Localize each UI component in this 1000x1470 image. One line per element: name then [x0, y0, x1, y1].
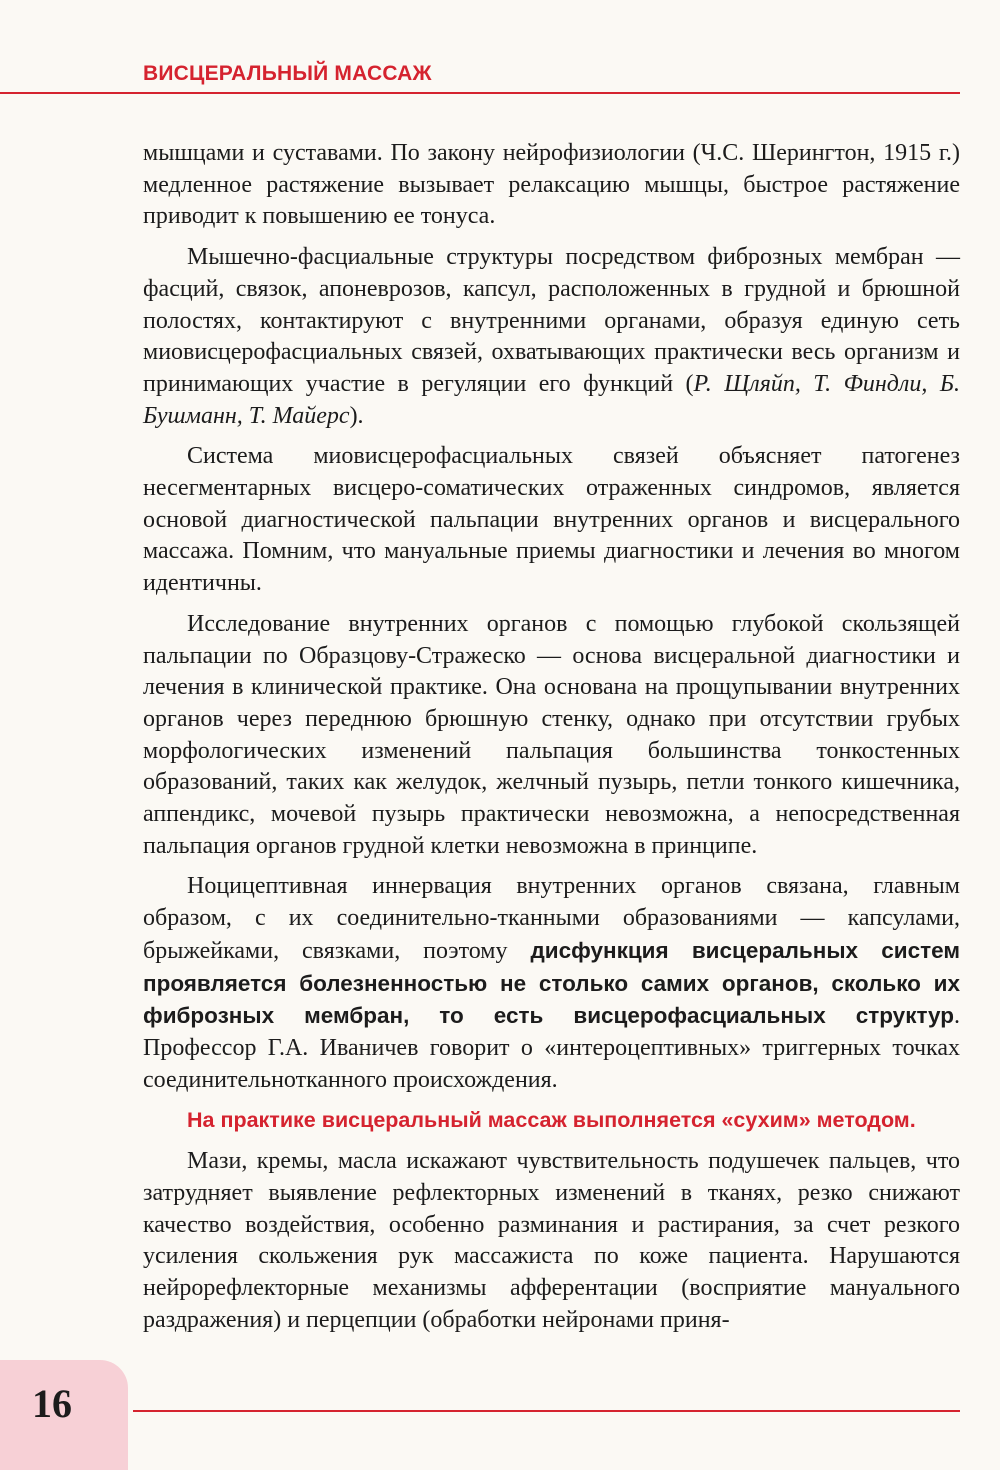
- paragraph-text: мышцами и суставами. По закону нейрофизиологии (Ч.С. Шерингтон, 1915 г.) медленное растяжение вызывает релаксацию мышцы, быстрое растяжение приводит к повышению ее тонуса.: [143, 140, 960, 230]
- citation-authors: Р. Щляйп, Т. Финдли, Б. Бушманн, Т. Майерс: [143, 370, 960, 429]
- paragraph-text: Исследование внутренних органов с помощью глубокой скользящей пальпации по Образцову-Стражеско — основа висцеральной диагностики и лечения в клинической практике. Она основана на прощупывании внутренних органов через переднюю брюшную стенку, однако при отсутствии грубых морфологических изменений пальпация большинства тонкостенных образований, таких как желудок, желчный пузырь, петли тонкого кишечника, аппендикс, мочевой пузырь практически невозможна, а непосредственная пальпация органов грудной клетки невозможна в принципе.: [143, 610, 960, 859]
- paragraph-myofascial: [143, 242, 960, 432]
- paragraph-ointments: [143, 1146, 960, 1336]
- paragraph-text: Ноцицептивная иннервация внутренних органов связана, главным образом, с их соединительно-тканными образованиями — капсулами, брыжейками, связками, поэтому: [143, 873, 960, 964]
- paragraph-continuation: [143, 138, 960, 233]
- page-number: 16: [32, 1381, 72, 1426]
- paragraph-research: [143, 609, 960, 863]
- paragraph-text-end: . Профессор Г.А. Иваничев говорит о «интероцептивных» триггерных точках соединительнотканного происхождения.: [143, 1003, 960, 1093]
- emphasis-text: дисфункция висцеральных систем проявляется болезненностью не столько самих органов, сколько их фиброзных мембран, то есть висцерофасциальных структур: [143, 937, 960, 1029]
- paragraph-text: Система миовисцерофасциальных связей объясняет патогенез несегментарных висцеро-соматических отраженных синдромов, является основой диагностической пальпации внутренних органов и висцерального массажа. Помним, что мануальные приемы диагностики и лечения во многом идентичны.: [143, 443, 960, 597]
- highlight-statement: На практике висцеральный массаж выполняется «сухим» методом.: [187, 1108, 916, 1133]
- paragraph-text-end: ).: [349, 402, 364, 429]
- header-divider: [0, 92, 960, 94]
- page-body: [143, 138, 960, 1345]
- running-header-title: ВИСЦЕРАЛЬНЫЙ МАССАЖ: [143, 62, 432, 85]
- paragraph-system: [143, 441, 960, 600]
- footer-divider: [133, 1410, 960, 1412]
- paragraph-nociceptive: [143, 871, 960, 1096]
- paragraph-text: Мышечно-фасциальные структуры посредством фиброзных мембран — фасций, связок, апоневрозов, капсул, расположенных в грудной и брюшной полостях, контактируют с внутренними органами, образуя единую сеть миовисцерофасциальных связей, охватывающих практически весь организм и принимающих участие в регуляции его функций (: [143, 244, 960, 397]
- paragraph-text: Мази, кремы, масла искажают чувствительность подушечек пальцев, что затрудняет выявление рефлекторных изменений в тканях, резко снижают качество воздействия, особенно разминания и растирания, за счет резкого усиления скольжения рук массажиста по коже пациента. Нарушаются нейрорефлекторные механизмы афферентации (восприятие мануального раздражения) и перцепции (обработки нейронами приня-: [143, 1148, 960, 1333]
